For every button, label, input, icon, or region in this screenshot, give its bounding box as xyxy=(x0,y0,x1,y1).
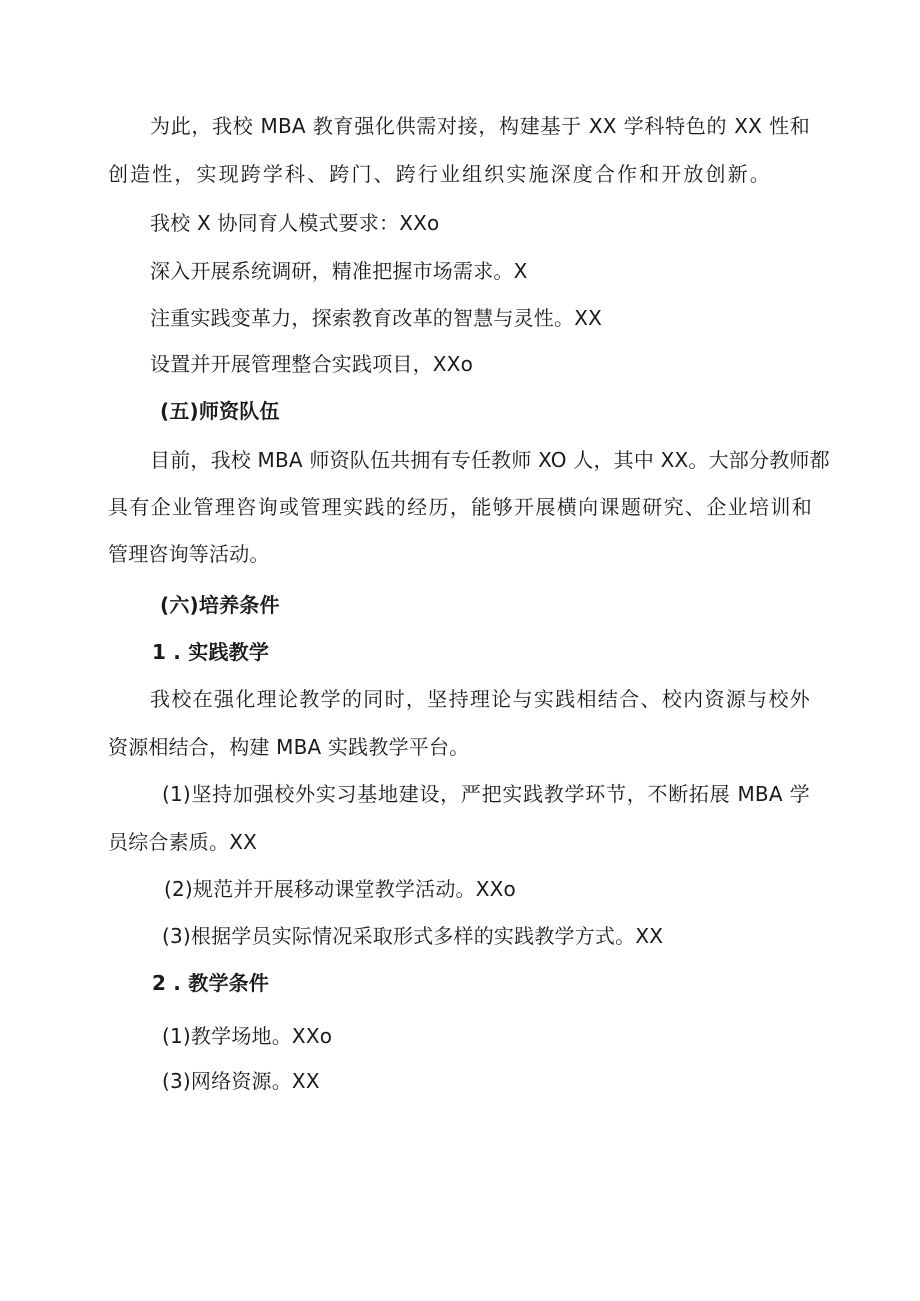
list-item: (1)坚持加强校外实习基地建设，严把实践教学环节，不断拓展 MBA 学 xyxy=(162,782,810,806)
paragraph-line: 具有企业管理咨询或管理实践的经历，能够开展横向课题研究、企业培训和 xyxy=(108,495,812,519)
section-heading: (六)培养条件 xyxy=(160,593,280,617)
paragraph-line: 资源相结合，构建 MBA 实践教学平台。 xyxy=(108,735,470,759)
subsection-heading: 1 . 实践教学 xyxy=(152,640,270,664)
paragraph-line: 创造性，实现跨学科、跨门、跨行业组织实施深度合作和开放创新。 xyxy=(108,162,770,186)
paragraph-line: 目前，我校 MBA 师资队伍共拥有专任教师 XO 人，其中 XX。大部分教师都 xyxy=(150,448,830,472)
paragraph-line: 设置并开展管理整合实践项目，XXo xyxy=(150,352,474,376)
list-item: (2)规范并开展移动课堂教学活动。XXo xyxy=(164,877,516,901)
paragraph-line: 为此，我校 MBA 教育强化供需对接，构建基于 XX 学科特色的 XX 性和 xyxy=(150,114,810,138)
subsection-heading: 2 . 教学条件 xyxy=(152,971,270,995)
list-item: (3)网络资源。XX xyxy=(162,1069,320,1093)
paragraph-line: 注重实践变革力，探索教育改革的智慧与灵性。XX xyxy=(150,306,603,330)
list-item: (1)教学场地。XXo xyxy=(162,1024,333,1048)
paragraph-line: 我校 X 协同育人模式要求：XXo xyxy=(150,211,440,235)
section-heading: (五)师资队伍 xyxy=(160,399,280,423)
paragraph-line: 深入开展系统调研，精准把握市场需求。X xyxy=(150,259,528,283)
paragraph-line: 管理咨询等活动。 xyxy=(108,542,270,566)
list-item: 员综合素质。XX xyxy=(108,830,258,854)
list-item: (3)根据学员实际情况采取形式多样的实践教学方式。XX xyxy=(162,924,664,948)
paragraph-line: 我校在强化理论教学的同时，坚持理论与实践相结合、校内资源与校外 xyxy=(150,687,810,711)
